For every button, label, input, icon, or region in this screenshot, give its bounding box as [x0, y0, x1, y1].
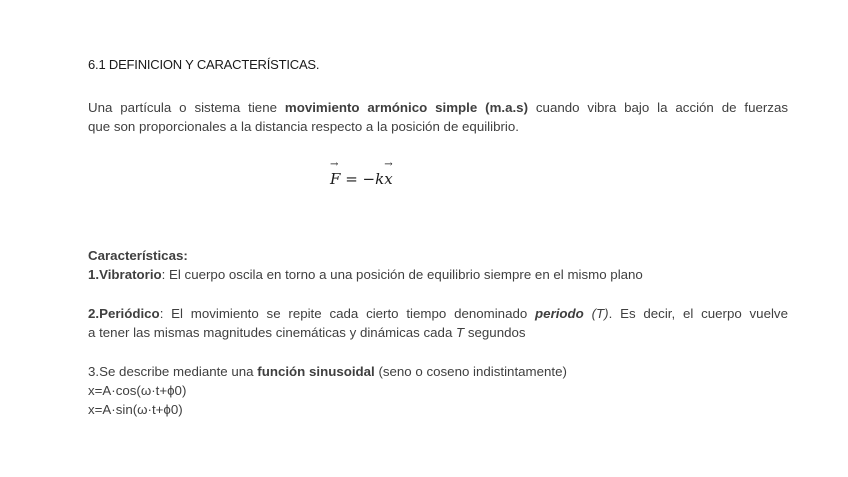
intro-text-post: cuando vibra bajo la acción de fuerzas [528, 100, 789, 115]
formula-equals: = − [340, 170, 376, 188]
periodico-line-2 [88, 323, 788, 342]
periodico-line-1 [88, 304, 788, 323]
periodo-symbol: (T) [583, 306, 609, 321]
intro-text-pre: Una partícula o sistema tiene [88, 100, 285, 115]
periodico-line2-post: segundos [464, 325, 526, 340]
periodico-text-2: . Es decir, el cuerpo vuelve [608, 306, 788, 321]
characteristics-title: Características: [88, 248, 188, 263]
periodico-label: 2.Periódico [88, 306, 160, 321]
equation-sin: x=A·sin(ω·t+ϕ0) [88, 402, 183, 417]
sinusoidal-post: (seno o coseno indistintamente) [374, 364, 567, 379]
characteristic-sinusoidal [88, 362, 788, 419]
force-formula [330, 170, 393, 188]
formula-k: k [375, 170, 385, 188]
section-heading: 6.1 DEFINICION Y CARACTERÍSTICAS. [88, 57, 320, 72]
sinusoidal-pre: 3.Se describe mediante una [88, 364, 258, 379]
characteristics-block [88, 246, 788, 284]
sinusoidal-bold: función sinusoidal [257, 364, 375, 379]
periodico-T: T [456, 325, 465, 340]
formula-x-vector: → x [384, 170, 392, 188]
periodico-line2-pre: a tener las mismas magnitudes cinemáticas y dinámicas cada [88, 325, 457, 340]
intro-bold-term: movimiento armónico simple (m.a.s) [284, 100, 529, 115]
characteristic-vibratorio [88, 265, 788, 284]
formula-force-vector: → F [330, 170, 340, 188]
intro-line-2: que son proporcionales a la distancia respecto a la posición de equilibrio. [88, 119, 519, 134]
vibratorio-text: : El cuerpo oscila en torno a una posición de equilibrio siempre en el mismo plano [161, 267, 643, 282]
intro-line-1 [88, 98, 788, 117]
vibratorio-label: 1.Vibratorio [88, 267, 162, 282]
periodico-text-1: : El movimiento se repite cada cierto tiempo denominado [159, 306, 536, 321]
equation-cos: x=A·cos(ω·t+ϕ0) [88, 383, 187, 398]
intro-paragraph [88, 98, 788, 136]
characteristic-periodico [88, 304, 788, 342]
sinusoidal-line [88, 362, 788, 381]
periodo-term: periodo [535, 306, 584, 321]
